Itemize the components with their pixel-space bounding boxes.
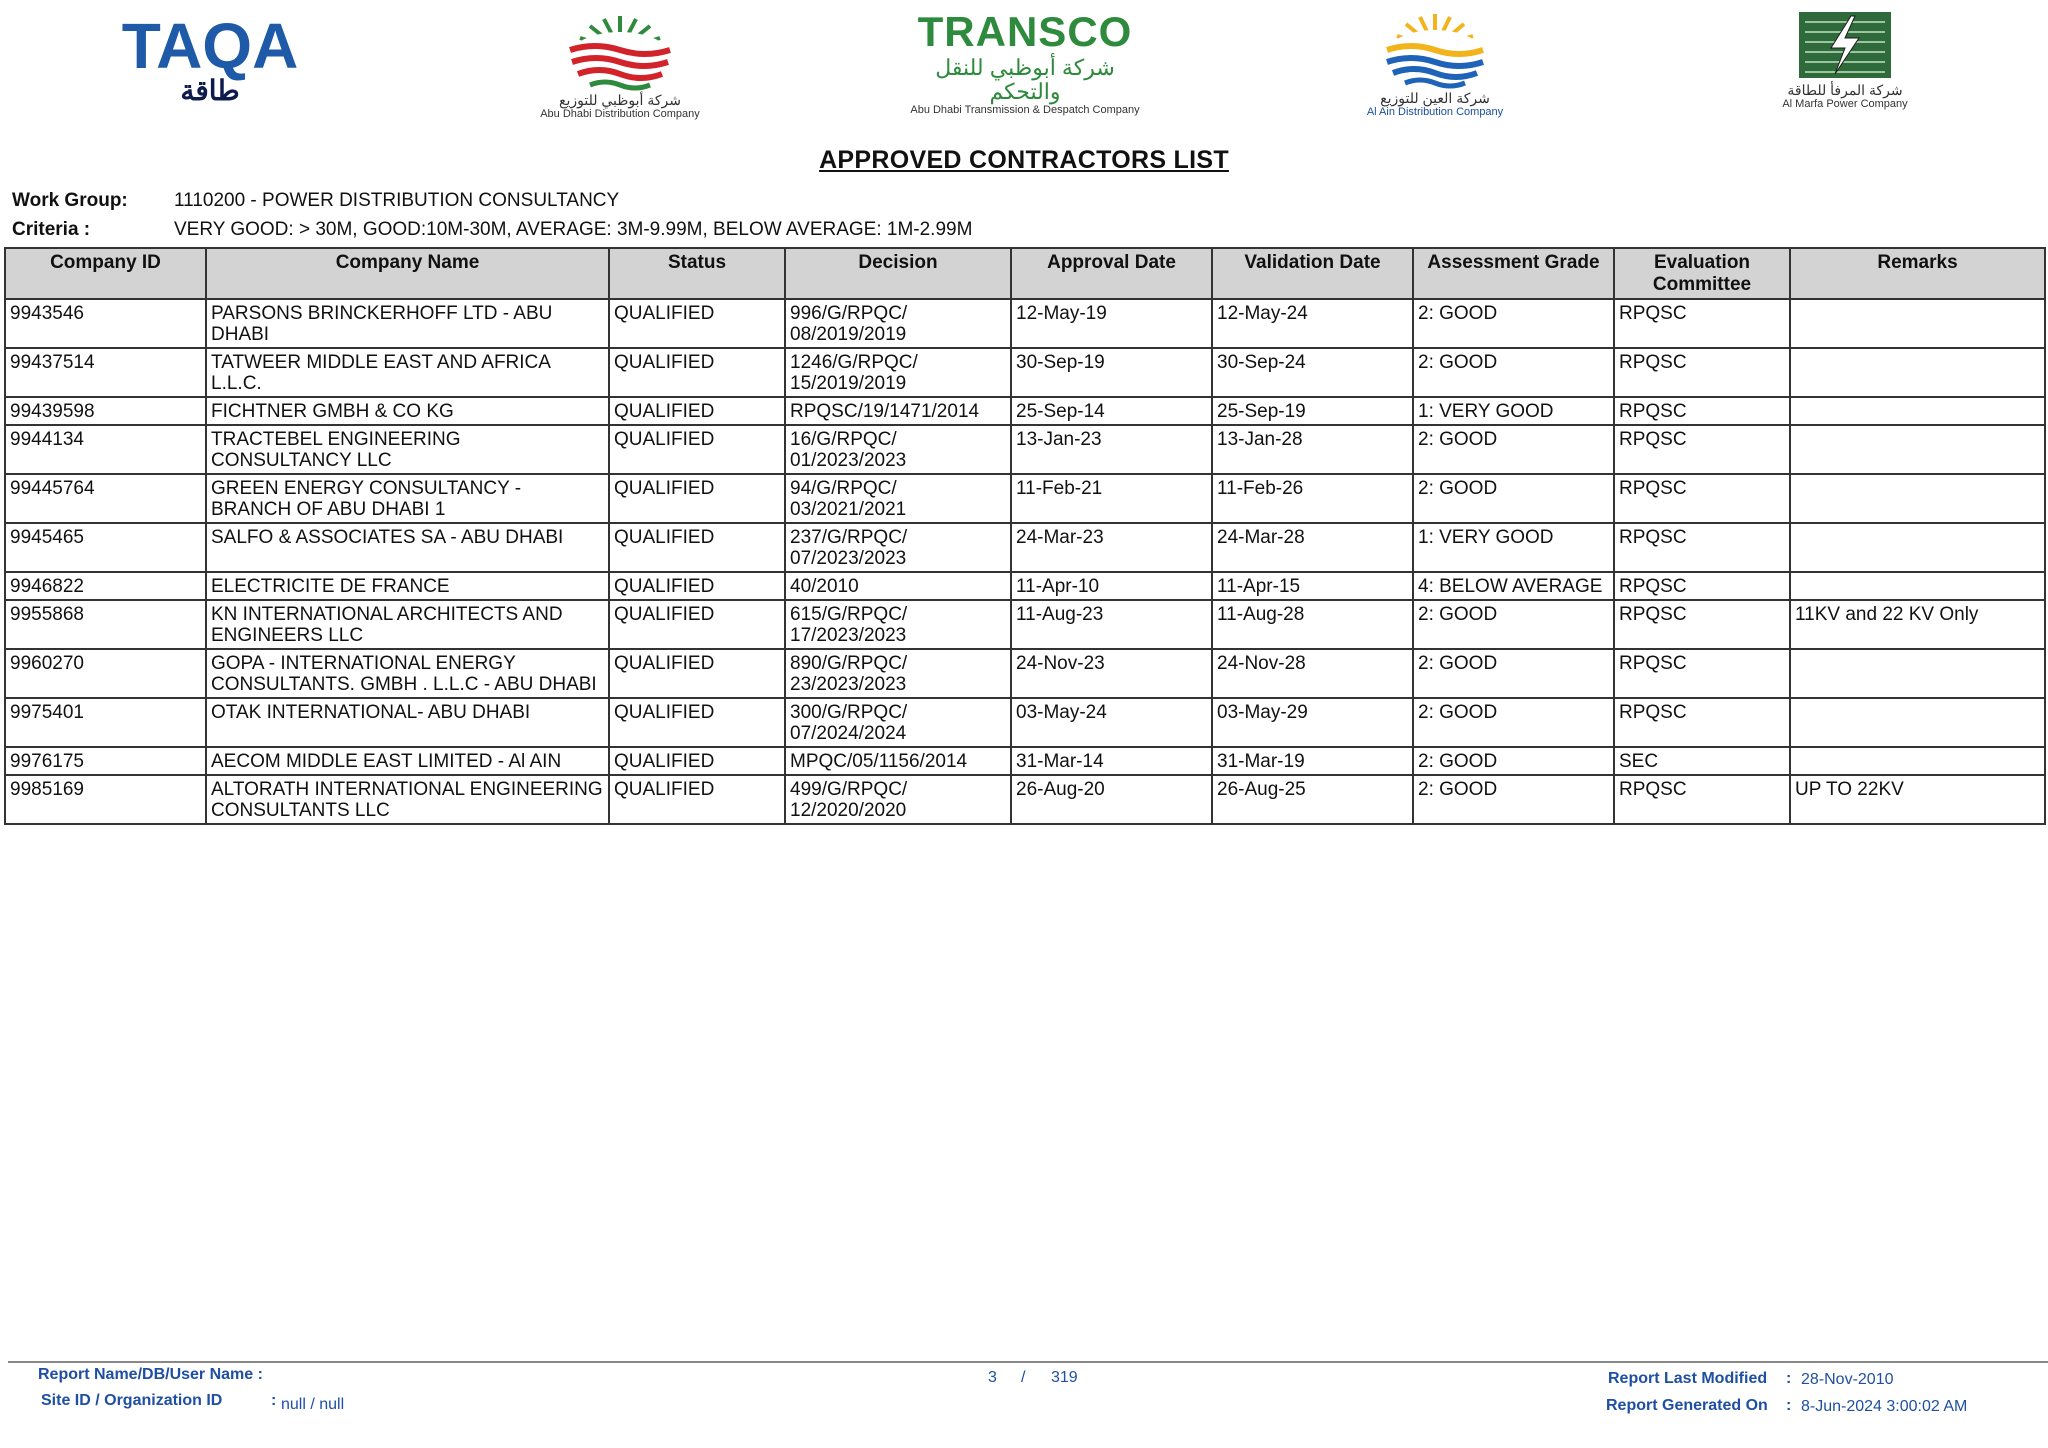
cell-assessment-grade: 2: GOOD <box>1413 649 1614 698</box>
lightning-bolt-icon <box>1797 10 1893 80</box>
cell-status: QUALIFIED <box>609 600 785 649</box>
generated-on-colon: : <box>1786 1397 1792 1414</box>
criteria-label: Criteria : <box>12 219 91 240</box>
cell-company-id: 99445764 <box>5 474 206 523</box>
logo-banner <box>0 0 2048 140</box>
cell-evaluation-committee: RPQSC <box>1614 474 1790 523</box>
cell-evaluation-committee: RPQSC <box>1614 299 1790 348</box>
cell-assessment-grade: 2: GOOD <box>1413 425 1614 474</box>
header-evaluation-committee: Evaluation Committee <box>1614 248 1790 299</box>
header-decision: Decision <box>785 248 1011 299</box>
cell-company-name: GOPA - INTERNATIONAL ENERGY CONSULTANTS. GMBH . L.L.C - ABU DHABI <box>206 649 609 698</box>
table-row <box>5 348 2045 397</box>
cell-company-name: ALTORATH INTERNATIONAL ENGINEERING CONSULTANTS LLC <box>206 775 609 824</box>
cell-status: QUALIFIED <box>609 747 785 775</box>
cell-remarks <box>1790 572 2045 600</box>
cell-approval-date: 31-Mar-14 <box>1011 747 1212 775</box>
cell-company-name: KN INTERNATIONAL ARCHITECTS AND ENGINEERS LLC <box>206 600 609 649</box>
cell-validation-date: 31-Mar-19 <box>1212 747 1413 775</box>
cell-evaluation-committee: SEC <box>1614 747 1790 775</box>
cell-company-id: 99439598 <box>5 397 206 425</box>
last-modified-label: Report Last Modified <box>1608 1370 1768 1387</box>
cell-assessment-grade: 2: GOOD <box>1413 299 1614 348</box>
sun-sea-icon <box>1375 10 1495 88</box>
header-company-name: Company Name <box>206 248 609 299</box>
cell-decision: 237/G/RPQC/ 07/2023/2023 <box>785 523 1011 572</box>
cell-approval-date: 12-May-19 <box>1011 299 1212 348</box>
cell-validation-date: 24-Mar-28 <box>1212 523 1413 572</box>
cell-validation-date: 26-Aug-25 <box>1212 775 1413 824</box>
cell-status: QUALIFIED <box>609 698 785 747</box>
cell-remarks <box>1790 698 2045 747</box>
cell-evaluation-committee: RPQSC <box>1614 348 1790 397</box>
table-row <box>5 397 2045 425</box>
cell-decision: 996/G/RPQC/ 08/2019/2019 <box>785 299 1011 348</box>
cell-remarks <box>1790 747 2045 775</box>
cell-approval-date: 24-Mar-23 <box>1011 523 1212 572</box>
cell-status: QUALIFIED <box>609 523 785 572</box>
cell-remarks <box>1790 397 2045 425</box>
table-row <box>5 299 2045 348</box>
cell-status: QUALIFIED <box>609 572 785 600</box>
cell-evaluation-committee: RPQSC <box>1614 397 1790 425</box>
cell-status: QUALIFIED <box>609 649 785 698</box>
cell-approval-date: 24-Nov-23 <box>1011 649 1212 698</box>
cell-status: QUALIFIED <box>609 775 785 824</box>
cell-evaluation-committee: RPQSC <box>1614 698 1790 747</box>
cell-validation-date: 11-Apr-15 <box>1212 572 1413 600</box>
cell-assessment-grade: 2: GOOD <box>1413 775 1614 824</box>
cell-company-name: AECOM MIDDLE EAST LIMITED - Al AIN <box>206 747 609 775</box>
cell-approval-date: 26-Aug-20 <box>1011 775 1212 824</box>
cell-evaluation-committee: RPQSC <box>1614 572 1790 600</box>
marfa-arabic-text: شركة المرفأ للطاقة <box>1787 82 1903 98</box>
cell-evaluation-committee: RPQSC <box>1614 425 1790 474</box>
cell-validation-date: 24-Nov-28 <box>1212 649 1413 698</box>
report-name-label: Report Name/DB/User Name : <box>38 1366 263 1383</box>
cell-validation-date: 12-May-24 <box>1212 299 1413 348</box>
cell-validation-date: 11-Feb-26 <box>1212 474 1413 523</box>
cell-assessment-grade: 2: GOOD <box>1413 600 1614 649</box>
taqa-logo-icon <box>121 10 299 82</box>
site-org-value: null / null <box>281 1396 345 1413</box>
marfa-english-text: Al Marfa Power Company <box>1782 98 1908 110</box>
cell-company-id: 9975401 <box>5 698 206 747</box>
cell-decision: RPQSC/19/1471/2014 <box>785 397 1011 425</box>
site-org-colon: : <box>271 1392 277 1409</box>
table-row <box>5 425 2045 474</box>
table-row <box>5 474 2045 523</box>
taqa-brand-text: TAQA <box>121 10 299 82</box>
cell-decision: 16/G/RPQC/ 01/2023/2023 <box>785 425 1011 474</box>
cell-status: QUALIFIED <box>609 425 785 474</box>
table-row <box>5 649 2045 698</box>
header-validation-date: Validation Date <box>1212 248 1413 299</box>
page-total: 319 <box>1051 1369 1078 1386</box>
taqa-logo <box>121 10 299 106</box>
aadc-logo <box>1325 10 1545 119</box>
transco-brand-text: TRANSCO <box>917 8 1133 55</box>
header-company-id: Company ID <box>5 248 206 299</box>
marfa-logo <box>1745 10 1945 111</box>
cell-company-id: 9960270 <box>5 649 206 698</box>
transco-logo <box>910 10 1140 117</box>
cell-validation-date: 25-Sep-19 <box>1212 397 1413 425</box>
cell-assessment-grade: 2: GOOD <box>1413 747 1614 775</box>
cell-company-id: 9943546 <box>5 299 206 348</box>
cell-decision: 1246/G/RPQC/ 15/2019/2019 <box>785 348 1011 397</box>
cell-evaluation-committee: RPQSC <box>1614 523 1790 572</box>
cell-approval-date: 25-Sep-14 <box>1011 397 1212 425</box>
aadc-english-text: Al Ain Distribution Company <box>1366 106 1504 118</box>
cell-evaluation-committee: RPQSC <box>1614 649 1790 698</box>
table-row <box>5 572 2045 600</box>
cell-remarks <box>1790 425 2045 474</box>
cell-status: QUALIFIED <box>609 299 785 348</box>
header-assessment-grade: Assessment Grade <box>1413 248 1614 299</box>
sunburst-waves-icon <box>560 10 680 90</box>
cell-company-name: TATWEER MIDDLE EAST AND AFRICA L.L.C. <box>206 348 609 397</box>
cell-company-name: FICHTNER GMBH & CO KG <box>206 397 609 425</box>
cell-remarks <box>1790 474 2045 523</box>
cell-approval-date: 03-May-24 <box>1011 698 1212 747</box>
cell-assessment-grade: 4: BELOW AVERAGE <box>1413 572 1614 600</box>
transco-english-text: Abu Dhabi Transmission & Despatch Company <box>910 104 1140 116</box>
cell-approval-date: 11-Feb-21 <box>1011 474 1212 523</box>
cell-validation-date: 30-Sep-24 <box>1212 348 1413 397</box>
aadc-arabic-text: شركة العين للتوزيع <box>1380 90 1490 106</box>
adwec-english-text: Abu Dhabi Distribution Company <box>540 108 700 120</box>
work-group-label: Work Group: <box>12 190 128 211</box>
cell-company-name: ELECTRICITE DE FRANCE <box>206 572 609 600</box>
table-row <box>5 747 2045 775</box>
cell-approval-date: 13-Jan-23 <box>1011 425 1212 474</box>
cell-company-id: 9955868 <box>5 600 206 649</box>
cell-decision: 40/2010 <box>785 572 1011 600</box>
cell-assessment-grade: 2: GOOD <box>1413 348 1614 397</box>
criteria-value: VERY GOOD: > 30M, GOOD:10M-30M, AVERAGE: 3M-9.99M, BELOW AVERAGE: 1M-2.99M <box>174 219 973 240</box>
cell-company-id: 9944134 <box>5 425 206 474</box>
last-modified-value: 28-Nov-2010 <box>1801 1371 1894 1388</box>
table-row <box>5 523 2045 572</box>
header-approval-date: Approval Date <box>1011 248 1212 299</box>
cell-company-id: 9945465 <box>5 523 206 572</box>
page-separator: / <box>1021 1369 1026 1386</box>
adwec-logo <box>505 10 735 121</box>
cell-approval-date: 30-Sep-19 <box>1011 348 1212 397</box>
transco-arabic-text: شركة أبوظبي للنقل والتحكم <box>935 55 1115 104</box>
cell-company-name: TRACTEBEL ENGINEERING CONSULTANCY LLC <box>206 425 609 474</box>
cell-status: QUALIFIED <box>609 474 785 523</box>
generated-on-value: 8-Jun-2024 3:00:02 AM <box>1801 1398 1968 1415</box>
cell-evaluation-committee: RPQSC <box>1614 600 1790 649</box>
cell-assessment-grade: 2: GOOD <box>1413 474 1614 523</box>
cell-company-id: 9985169 <box>5 775 206 824</box>
cell-decision: 300/G/RPQC/ 07/2024/2024 <box>785 698 1011 747</box>
table-body <box>5 299 2045 824</box>
table-row <box>5 698 2045 747</box>
site-org-label: Site ID / Organization ID <box>41 1392 223 1409</box>
cell-approval-date: 11-Aug-23 <box>1011 600 1212 649</box>
cell-assessment-grade: 1: VERY GOOD <box>1413 523 1614 572</box>
cell-company-id: 99437514 <box>5 348 206 397</box>
cell-decision: 94/G/RPQC/ 03/2021/2021 <box>785 474 1011 523</box>
cell-validation-date: 03-May-29 <box>1212 698 1413 747</box>
table-row <box>5 600 2045 649</box>
cell-remarks: 11KV and 22 KV Only <box>1790 600 2045 649</box>
cell-remarks <box>1790 299 2045 348</box>
cell-validation-date: 11-Aug-28 <box>1212 600 1413 649</box>
cell-evaluation-committee: RPQSC <box>1614 775 1790 824</box>
cell-assessment-grade: 2: GOOD <box>1413 698 1614 747</box>
cell-decision: 890/G/RPQC/ 23/2023/2023 <box>785 649 1011 698</box>
report-title: APPROVED CONTRACTORS LIST <box>819 146 1229 174</box>
cell-approval-date: 11-Apr-10 <box>1011 572 1212 600</box>
cell-remarks: UP TO 22KV <box>1790 775 2045 824</box>
cell-company-id: 9946822 <box>5 572 206 600</box>
cell-validation-date: 13-Jan-28 <box>1212 425 1413 474</box>
cell-company-name: OTAK INTERNATIONAL- ABU DHABI <box>206 698 609 747</box>
cell-status: QUALIFIED <box>609 348 785 397</box>
contractors-table <box>4 247 2046 825</box>
cell-company-name: SALFO & ASSOCIATES SA - ABU DHABI <box>206 523 609 572</box>
footer-divider <box>8 1361 2048 1363</box>
cell-status: QUALIFIED <box>609 397 785 425</box>
adwec-arabic-text: شركة أبوظبي للتوزيع <box>559 92 681 108</box>
cell-remarks <box>1790 348 2045 397</box>
cell-assessment-grade: 1: VERY GOOD <box>1413 397 1614 425</box>
table-header-row <box>5 248 2045 299</box>
table-row <box>5 775 2045 824</box>
taqa-arabic-text: طاقة <box>180 75 240 106</box>
last-modified-colon: : <box>1786 1370 1792 1387</box>
cell-company-name: GREEN ENERGY CONSULTANCY - BRANCH OF ABU DHABI 1 <box>206 474 609 523</box>
cell-company-name: PARSONS BRINCKERHOFF LTD - ABU DHABI <box>206 299 609 348</box>
cell-decision: MPQC/05/1156/2014 <box>785 747 1011 775</box>
header-status: Status <box>609 248 785 299</box>
header-remarks: Remarks <box>1790 248 2045 299</box>
work-group-value: 1110200 - POWER DISTRIBUTION CONSULTANCY <box>174 190 620 211</box>
cell-decision: 615/G/RPQC/ 17/2023/2023 <box>785 600 1011 649</box>
cell-company-id: 9976175 <box>5 747 206 775</box>
cell-decision: 499/G/RPQC/ 12/2020/2020 <box>785 775 1011 824</box>
page-current: 3 <box>988 1369 997 1386</box>
generated-on-label: Report Generated On <box>1606 1397 1768 1414</box>
cell-remarks <box>1790 649 2045 698</box>
cell-remarks <box>1790 523 2045 572</box>
